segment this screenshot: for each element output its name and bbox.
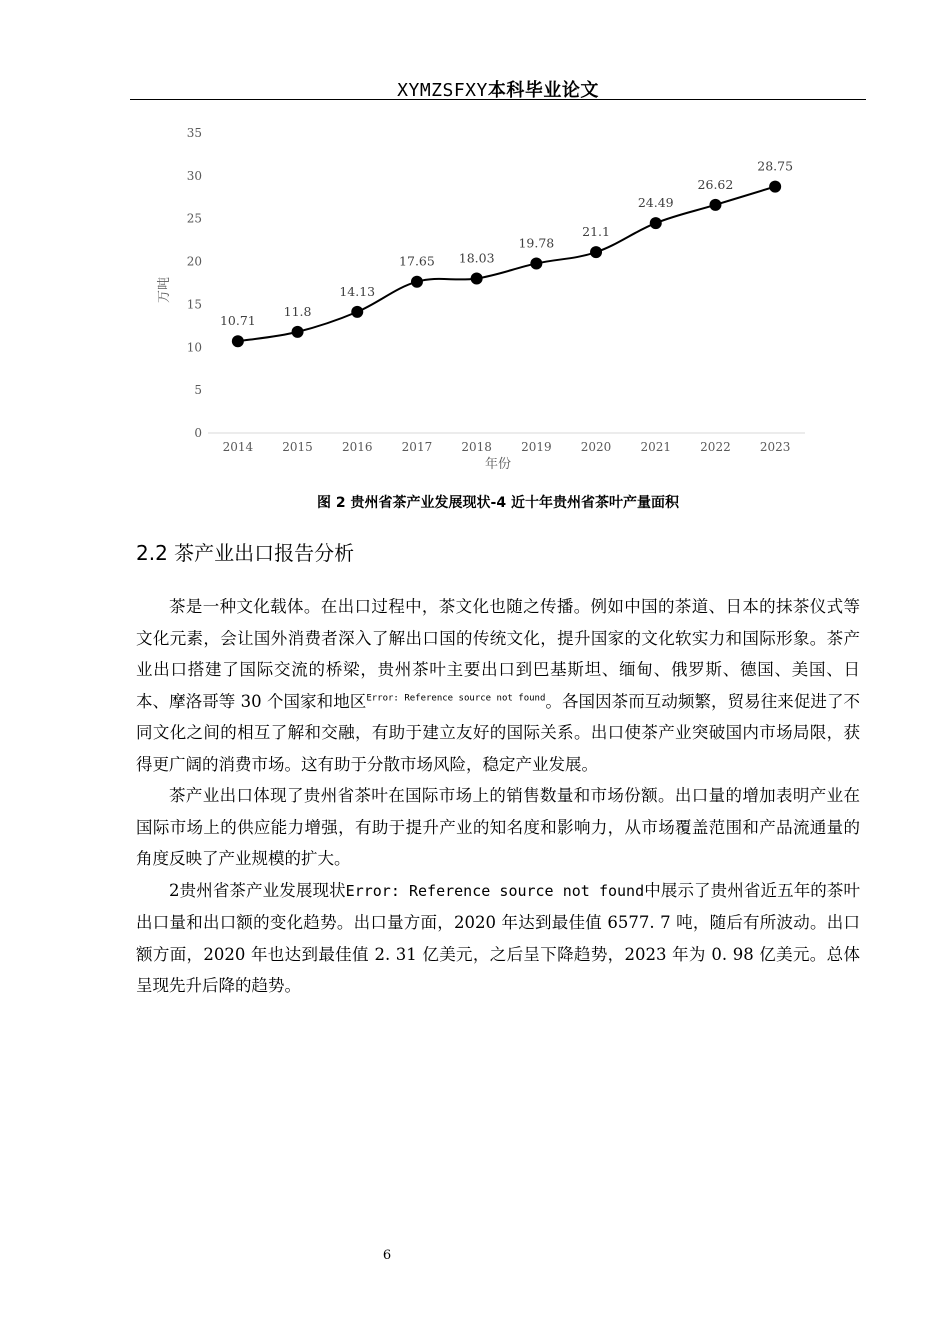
paragraph-3 [136, 875, 860, 1002]
paragraph-1-text-b: 。各国因茶而互动频繁，贸易往来促进了不同文化之间的相互了解和交融，有助于建立友好的国际关系。出口使茶产业突破国内市场局限，获得更广阔的消费市场。这有助于分散市场风险，稳定产业发展。 [136, 691, 860, 774]
data-point [590, 246, 602, 258]
tea-output-line-chart [150, 118, 830, 478]
x-tick-label: 2020 [580, 440, 612, 454]
x-tick-label: 2021 [640, 440, 672, 454]
data-label: 11.8 [283, 303, 312, 319]
data-label: 18.03 [458, 250, 495, 266]
data-label: 14.13 [339, 283, 376, 299]
x-tick-label: 2015 [282, 440, 313, 454]
data-point [530, 257, 542, 269]
paragraph-3-text-a: 2贵州省茶产业发展现状 [169, 880, 346, 900]
header-rule [130, 99, 866, 100]
data-label: 26.62 [697, 176, 734, 192]
figure-caption: 图 2 贵州省茶产业发展现状-4 近十年贵州省茶叶产量面积 [317, 495, 679, 511]
y-tick-label: 30 [186, 168, 202, 183]
y-tick-label: 0 [194, 426, 202, 440]
y-tick-label: 5 [194, 383, 202, 398]
data-point [232, 335, 244, 347]
data-label: 28.75 [757, 158, 794, 174]
header-title-latin: XYMZSFXY [397, 80, 488, 101]
data-point [351, 306, 363, 318]
paragraph-1 [136, 591, 860, 780]
y-tick-label: 20 [186, 254, 202, 269]
body-text [136, 591, 860, 1002]
data-point [292, 326, 304, 338]
header-title-cn: 本科毕业论文 [487, 80, 599, 101]
y-tick-label: 15 [186, 297, 202, 312]
y-axis [187, 126, 202, 440]
data-label: 17.65 [399, 253, 435, 269]
y-tick-label: 25 [186, 211, 202, 226]
paragraph-2: 茶产业出口体现了贵州省茶叶在国际市场上的销售数量和市场份额。出口量的增加表明产业在国际市场上的供应能力增强，有助于提升产业的知名度和影响力，从市场覆盖范围和产品流通量的角度反映了产业规模的扩大。 [136, 786, 860, 868]
data-label: 21.1 [582, 224, 610, 240]
data-point [769, 181, 781, 193]
data-label: 19.78 [518, 235, 555, 251]
x-tick-label: 2022 [700, 440, 731, 454]
paragraph-1-text-a: 茶是一种文化载体。在出口过程中，茶文化也随之传播。例如中国的茶道、日本的抹茶仪式等文化元素，会让国外消费者深入了解出口国的传统文化，提升国家的文化软实力和国际形象。茶产业出口搭建了国际交流的桥梁，贵州茶叶主要出口到巴基斯坦、缅甸、俄罗斯、德国、美国、日本、摩洛哥等 30 个国家和地区 [136, 597, 860, 711]
data-point [709, 199, 721, 211]
data-point [471, 272, 483, 284]
y-tick-label: 10 [186, 340, 202, 355]
x-tick-label: 2016 [341, 440, 373, 454]
x-tick-label: 2014 [222, 440, 254, 454]
reference-error-inline: Error: Reference source not found [345, 881, 645, 900]
x-axis [208, 433, 805, 454]
data-label: 24.49 [637, 195, 674, 211]
y-axis-title: 万吨 [157, 276, 172, 304]
x-tick-label: 2018 [461, 440, 492, 454]
x-tick-label: 2023 [759, 440, 791, 454]
section-heading: 2.2 茶产业出口报告分析 [136, 541, 355, 565]
series-line [238, 187, 775, 342]
data-labels [220, 159, 793, 329]
x-axis-title: 年份 [484, 457, 512, 472]
data-points [232, 181, 781, 348]
x-tick-label: 2019 [521, 440, 552, 454]
data-point [650, 217, 662, 229]
reference-error-superscript: Error: Reference source not found [366, 693, 546, 703]
x-tick-label: 2017 [401, 440, 433, 454]
y-tick-label: 35 [186, 126, 202, 140]
data-point [411, 276, 423, 288]
paragraph-3-text-b: 中展示了贵州省近五年的茶叶出口量和出口额的变化趋势。出口量方面，2020 年达到最佳值 6577. 7 吨，随后有所波动。出口额方面，2020 年也达到最佳值 2. 31 亿美元，之后呈下降趋势，2023 年为 0. 98 亿美元。总体呈现先升后降的趋势。 [136, 880, 861, 995]
data-label: 10.71 [219, 313, 256, 329]
page-number: 6 [382, 1248, 392, 1263]
